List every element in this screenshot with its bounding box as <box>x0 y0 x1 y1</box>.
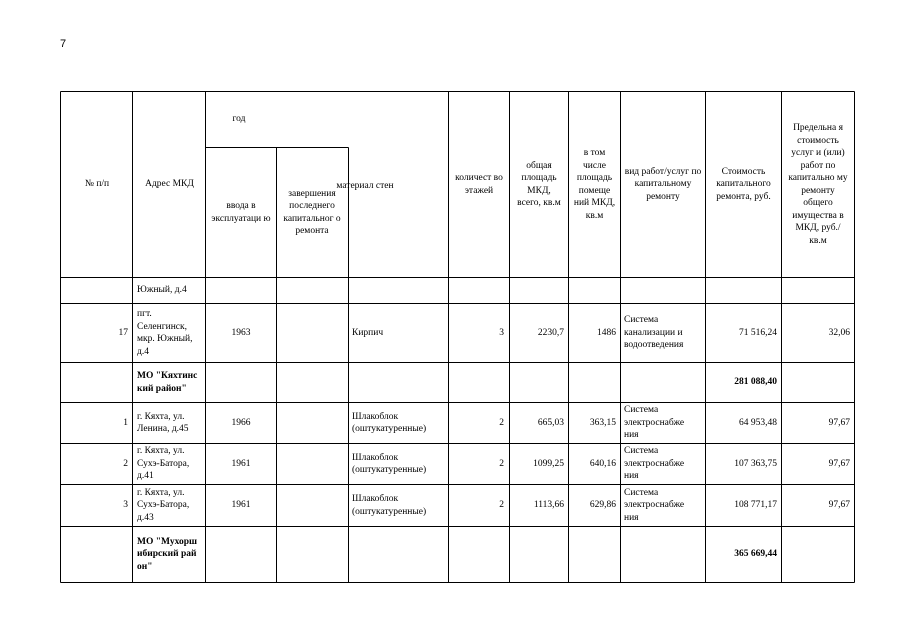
header-repair-cost: Стоимость капитального ремонта, руб. <box>716 166 771 202</box>
table-row-num: 1 <box>123 417 128 428</box>
table-row-num: 17 <box>118 327 128 338</box>
table-row-material: Кирпич <box>352 327 384 338</box>
header-total-area: общая площадь МКД, всего, кв.м <box>517 160 561 208</box>
page-number: 7 <box>60 38 67 50</box>
table-row-floors: 2 <box>499 458 504 469</box>
table-row-material: Шлакоблок (оштукатуренные) <box>352 494 427 517</box>
table-row-max-cost: 32,06 <box>828 327 850 338</box>
header-work-type: вид работ/услуг по капитальному ремонту <box>624 166 702 202</box>
table-row-cost: 71 516,24 <box>739 327 777 338</box>
table-row-total-area: 1113,66 <box>533 500 564 511</box>
table-row-total-area: 1099,25 <box>533 458 564 469</box>
table-row-max-cost: 97,67 <box>828 417 850 428</box>
table-row-num: 3 <box>123 500 128 511</box>
table-row-address: Южный, д.4 <box>137 285 187 296</box>
table-row-material: Шлакоблок (оштукатуренные) <box>352 452 427 475</box>
table-row-floors: 2 <box>499 500 504 511</box>
table-row-total-area: 2230,7 <box>537 327 564 338</box>
table-row-floors: 3 <box>499 327 504 338</box>
table-row-max-cost: 97,67 <box>828 500 850 511</box>
header-max-cost: Предельна я стоимость услуг и (или) работ по капитально му ремонту общего имущества в МКД, руб./кв.м <box>788 123 848 246</box>
subtotal-row-title: МО "Мухоршибирский район" <box>137 536 198 572</box>
table-row-work: Система электроснабже ния <box>624 446 685 482</box>
table-row-premises-area: 640,16 <box>589 458 616 469</box>
table-row-num: 2 <box>123 458 128 469</box>
header-year-commission: ввода в эксплуатаци ю <box>211 201 271 224</box>
table-row-year: 1961 <box>231 500 251 511</box>
header-wall-material: материал стен <box>336 180 394 191</box>
table-row-material: Шлакоблок (оштукатуренные) <box>352 411 427 434</box>
table-row-total-area: 665,03 <box>537 417 564 428</box>
header-year-last-repair: завершения последнего капитальног о ремонта <box>283 188 341 236</box>
table-row-address: г. Кяхта, ул. Ленина, д.45 <box>137 411 189 434</box>
subtotal-row-title: МО "Кяхтинский район" <box>137 371 198 394</box>
table-row-cost: 64 953,48 <box>739 417 777 428</box>
table-row-address: г. Кяхта, ул. Сухэ-Батора, д.41 <box>137 446 190 482</box>
table-row-cost: 108 771,17 <box>734 500 777 511</box>
header-num: № п/п <box>84 179 110 190</box>
table-row-max-cost: 97,67 <box>828 458 850 469</box>
header-floors: количест во этажей <box>455 173 503 196</box>
header-address: Адрес МКД <box>145 179 194 190</box>
table-row-work: Система канализации и водоотведения <box>624 315 684 351</box>
table-row-year: 1966 <box>231 417 251 428</box>
table-row-year: 1963 <box>231 327 251 338</box>
table-row-floors: 2 <box>499 417 504 428</box>
header-premises-area: в том числе площадь помеще ний МКД, кв.м <box>573 148 616 221</box>
table-row-address: г. Кяхта, ул. Сухэ-Батора, д.43 <box>137 487 190 523</box>
table-row-work: Система электроснабже ния <box>624 405 685 441</box>
table-row-premises-area: 1486 <box>597 327 616 338</box>
subtotal-row-cost: 365 669,44 <box>734 549 777 560</box>
table-row-address: пгт. Селенгинск, мкр. Южный, д.4 <box>137 309 193 357</box>
table-row-premises-area: 629,86 <box>589 500 616 511</box>
table-row-cost: 107 363,75 <box>734 458 777 469</box>
table-row-work: Система электроснабже ния <box>624 487 685 523</box>
subtotal-row-cost: 281 088,40 <box>734 377 777 388</box>
table-row-premises-area: 363,15 <box>589 417 616 428</box>
table-row-year: 1961 <box>231 458 251 469</box>
header-year-group: год <box>232 114 246 125</box>
